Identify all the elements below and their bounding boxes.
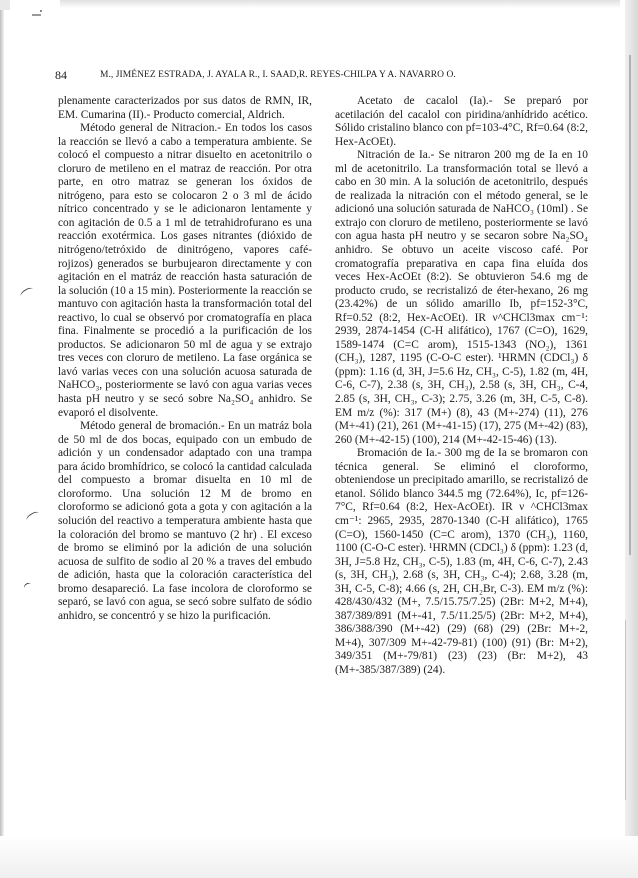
scan-left-edge	[0, 0, 4, 878]
right-text-column	[335, 95, 588, 678]
paragraph-acetato-cacalol: Acetato de cacalol (Ia).- Se preparó por acetilación del cacalol con piridina/anhídrido acético. Sólido cristalino blanco con pf=103-4°C, Rf=0.64 (8:2, Hex-AcOEt).	[335, 95, 588, 148]
scan-right-edge	[625, 0, 638, 878]
scan-corner-shadow	[0, 0, 10, 10]
scan-speck	[40, 10, 42, 12]
paragraph-nitracion-ia: Nitración de Ia.- Se nitraron 200 mg de Ia en 10 ml de acetonitrilo. La transformación total se llevó a cabo en 30 min. A la solución de acetonitrilo, después de realizada la nitración con el método general, se le adicionó una solución saturada de NaHCO₃ (10ml) . Se extrajo con cloruro de metileno, posteriormente se lavó con agua hasta pH neutro y se secaron sobre Na₂SO₄ anhidro. Se obtuvo un aceite viscoso café. Por cromatografía preparativa en capa fina eluída dos veces Hex-AcOEt (8:2). Se obtuvieron 54.6 mg de producto crudo, se recristalizó de éter-hexano, 26 mg (23.42%) de un sólido amarillo Ib, pf=152-3°C, Rf=0.52 (8:2, Hex-AcOEt). IR ν^CHCl3max cm⁻¹: 2939, 2874-1454 (C-H alifático), 1767 (C=O), 1629, 1589-1474 (C=C arom), 1515-1343 (NO₂), 1361 (CH₃), 1287, 1195 (C-O-C ester). ¹HRMN (CDCl₃) δ (ppm): 1.16 (d, 3H, J=5.6 Hz, CH₃, C-5), 1.82 (m, 4H, C-6, C-7), 2.38 (s, 3H, CH₃), 2.58 (s, 3H, CH₃, C-4, 2.85 (s, 3H, CH₃, C-3); 2.75, 3.26 (m, 3H, C-5, C-8). EM m/z (%): 317 (M+) (8), 43 (M+-274) (11), 276 (M+-41) (21), 261 (M+-41-15) (17), 275 (M+-42) (83), 260 (M+-42-15) (100), 214 (M+-42-15-46) (13).	[335, 149, 588, 446]
scan-top-shadow	[60, 0, 620, 8]
paragraph-bromacion-ia: Bromación de Ia.- 300 mg de Ia se bromaron con técnica general. Se eliminó el cloroformo, obteniendose un precipitado amarillo, se recristalizó de etanol. Sólido blanco 344.5 mg (72.64%), Ic, pf=126-7°C, Rf=0.64 (8:2, Hex-AcOEt). IR ν ^CHCl3max cm⁻¹: 2965, 2935, 2870-1340 (C-H alifático), 1765 (C=O), 1560-1450 (C=C arom), 1370 (CH₃), 1160, 1100 (C-O-C ester). ¹HRMN (CDCl₃) δ (ppm): 1.23 (d, 3H, J=5.8 Hz, CH₃, C-5), 1.83 (m, 4H, C-6, C-7), 2.43 (s, 3H, CH₃), 2.68 (s, 3H, CH₃, C-4); 2.68, 3.28 (m, 3H, C-5, C-8); 4.66 (s, 2H, CH₂Br, C-3). EM m/z (%): 428/430/432 (M+, 7.5/15.75/7.25) (2Br: M+2, M+4), 387/389/891 (M+-41, 7.5/11.25/5) (2Br: M+2, M+4), 386/388/390 (M+-42) (29) (68) (29) (2Br: M+-2, M+4), 307/309 M+-42-79-81) (100) (91) (Br: M+2), 349/351 (M+-79/81) (23) (23) (Br: M+2), 43 (M+-385/387/389) (24).	[335, 447, 588, 676]
left-text-column	[58, 95, 312, 623]
paragraph-bromacion-method: Método general de bromación.- En un matráz bola de 50 ml de dos bocas, equipado con un embudo de adición y un condensador adaptado con una trampa para ácido bromhídrico, se colocó la cantidad calculada del compuesto a bromar disuelta en 10 ml de cloroformo. Una solución 12 M de bromo en cloroformo se adicionó gota a gota y con agitación a la solución del reactivo a temperatura ambiente hasta que la coloración del bromo se mantuvo (2 hr) . El exceso de bromo se eliminó por la adición de una solución acuosa de sulfito de sodio al 20 % a traves del embudo de adición, hasta que la coloración característica del bromo desapareció. La fase incolora de cloroformo se separó, se lavó con agua, se secó sobre sulfato de sódio anhidro, se concentró y se hizo la purificación.	[58, 420, 312, 622]
margin-pencil-mark	[23, 581, 33, 591]
scan-fold-line-lower	[625, 620, 626, 800]
scan-speck	[32, 14, 41, 16]
scan-bottom-shadow	[0, 836, 638, 878]
page-number: 84	[55, 68, 67, 82]
margin-pencil-mark	[25, 510, 41, 523]
margin-pencil-mark	[19, 286, 35, 299]
scan-fold-line	[629, 55, 631, 555]
running-head: M., JIMÉNEZ ESTRADA, J. AYALA R., I. SAAD,R. REYES-CHILPA Y A. NAVARRO O.	[100, 70, 456, 80]
paragraph-nitracion-method: Método general de Nitracion.- En todos los casos la reacción se llevó a cabo a temperatura ambiente. Se colocó el compuesto a nitrar disuelto en acetonitrilo o cloruro de metileno en el matraz de reacción. Por otra parte, en otro matraz se generan los óxidos de nitrógeno, para esto se colocaron 2 o 3 ml de ácido nítrico concentrado y se le adicionaron lentamente y con agitación de 0.5 a 1 ml de tetrahidrofurano es una reacción exotérmica. Los gases nitrantes (dióxido de nitrógeno/tetróxido de dinitrógeno, vapores café-rojizos) generados se burbujearon directamente y con agitación en el matráz de reacción hasta saturación de la solución (10 a 15 min). Posteriormente la reacción se mantuvo con agitación hasta la transformación total del reactivo, lo cual se observó por cromatografía en placa fina. Finalmente se procedió a la purificación de los productos. Se adicionaron 50 ml de agua y se extrajo tres veces con cloruro de metileno. La fase orgánica se lavó varias veces con una solución acuosa saturada de NaHCO₃, posteriormente se lavó con agua varias veces hasta pH neutro y se secó sobre Na₂SO₄ anhidro. Se evaporó el disolvente.	[58, 122, 312, 419]
paragraph-cumarina: plenamente caracterizados por sus datos de RMN, IR, EM. Cumarina (II).- Producto comercial, Aldrich.	[58, 95, 312, 121]
